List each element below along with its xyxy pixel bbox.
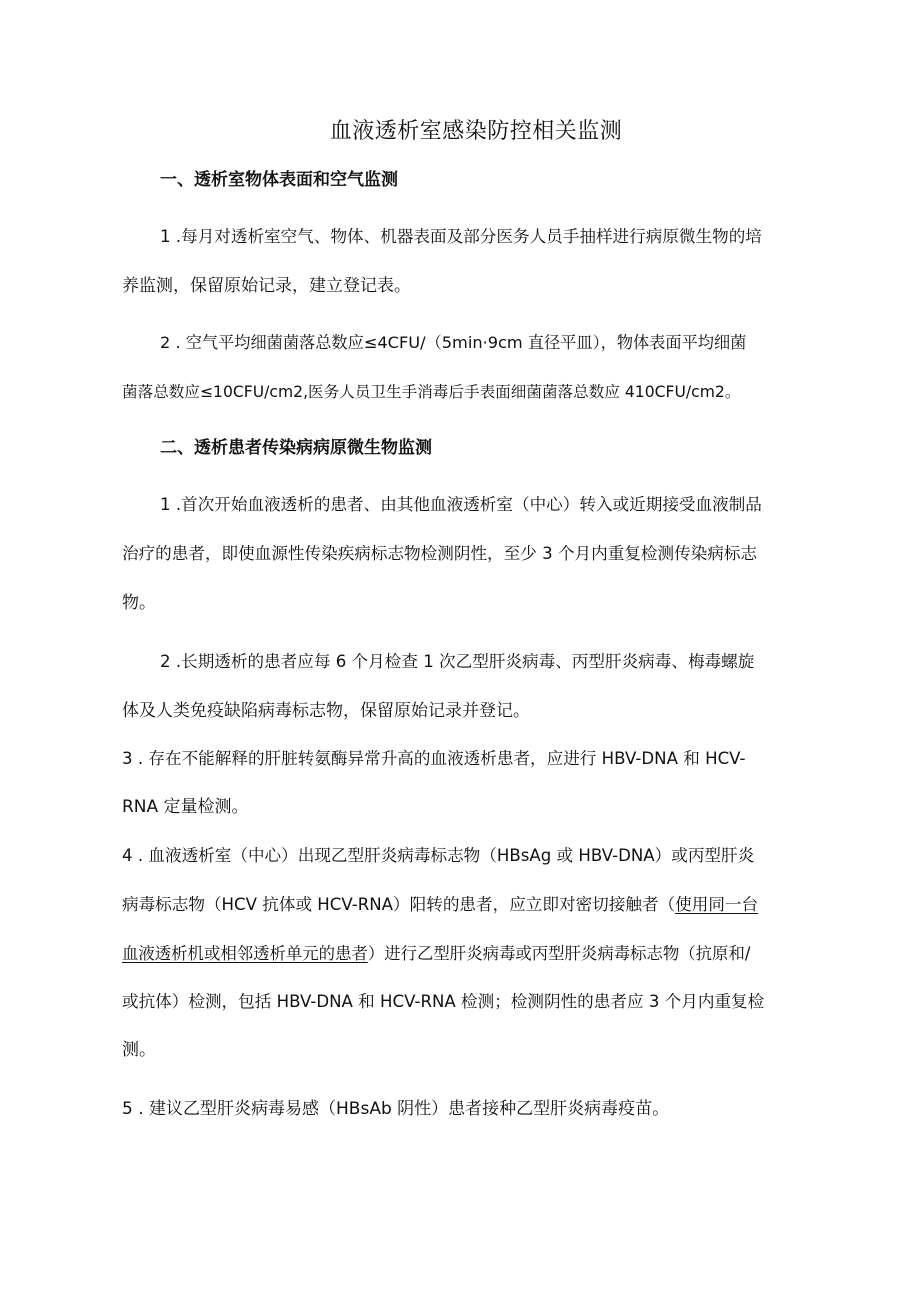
s2-item2-line1: 2 .长期透析的患者应每 6 个月检查 1 次乙型肝炎病毒、丙型肝炎病毒、梅毒螺旋	[160, 652, 755, 671]
s1-item1-line2: 养监测，保留原始记录，建立登记表。	[122, 276, 411, 296]
s2-item1-line1: 1 .首次开始血液透析的患者、由其他血液透析室（中心）转入或近期接受血液制品	[160, 495, 762, 514]
s2-item4-line1: 4 . 血液透析室（中心）出现乙型肝炎病毒标志物（HBsAg 或 HBV-DNA）或丙型肝炎	[122, 846, 755, 865]
section-1-heading: 一、透析室物体表面和空气监测	[160, 170, 398, 190]
s2-item4-line2	[122, 891, 758, 919]
s2-item4-line3-text: ）进行乙型肝炎病毒或丙型肝炎病毒标志物（抗原和/	[367, 944, 751, 963]
section-2-heading: 二、透析患者传染病病原微生物监测	[160, 438, 432, 458]
s1-item2-line2: 菌落总数应≤10CFU/cm2,医务人员卫生手消毒后手表面细菌菌落总数应 410CFU/cm2。	[122, 383, 741, 401]
s2-item4-line3	[122, 940, 750, 968]
s2-item4-line4: 或抗体）检测，包括 HBV-DNA 和 HCV-RNA 检测；检测阴性的患者应 3 个月内重复检	[122, 992, 765, 1011]
s1-item1-line1: 1 .每月对透析室空气、物体、机器表面及部分医务人员手抽样进行病原微生物的培	[160, 227, 762, 246]
s1-item2-line1: 2 . 空气平均细菌菌落总数应≤4CFU/（5min·9cm 直径平皿），物体表面平均细菌	[160, 333, 747, 352]
s2-item2-line2: 体及人类免疫缺陷病毒标志物，保留原始记录并登记。	[122, 701, 530, 721]
s2-item3-line1: 3 . 存在不能解释的肝脏转氨酶异常升高的血液透析患者，应进行 HBV-DNA 和 HCV-	[122, 749, 746, 768]
s2-item4-line5: 测。	[122, 1040, 156, 1060]
s2-item5-line1: 5 . 建议乙型肝炎病毒易感（HBsAb 阴性）患者接种乙型肝炎病毒疫苗。	[122, 1099, 670, 1119]
s2-item1-line2: 治疗的患者，即使血源性传染疾病标志物检测阴性，至少 3 个月内重复检测传染病标志	[122, 544, 758, 563]
s2-item1-line3: 物。	[122, 593, 156, 613]
s2-item4-line2-text: 病毒标志物（HCV 抗体或 HCV-RNA）阳转的患者，应立即对密切接触者（	[122, 895, 676, 914]
s2-item3-line2: RNA 定量检测。	[122, 797, 249, 817]
s2-item4-underlined-text-a: 使用同一台	[675, 895, 759, 914]
document-title: 血液透析室感染防控相关监测	[329, 119, 623, 144]
s2-item4-underlined-text-b: 血液透析机或相邻透析单元的患者	[122, 944, 368, 963]
